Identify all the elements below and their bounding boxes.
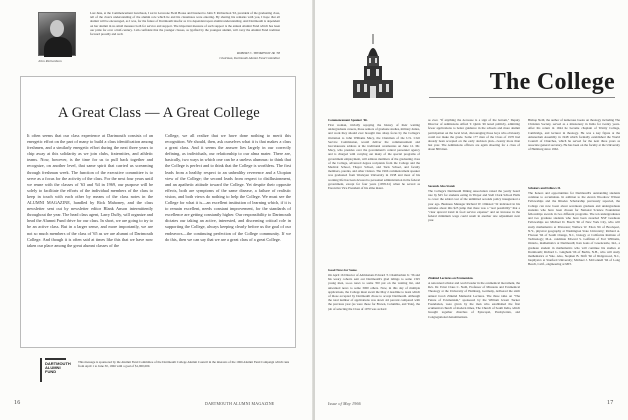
right-column-2: as ever. "If anything the decrease is a sign of the bottom," Deputy Director of Admissions Alfred T. Quirk '49 noted publicly, admitting fewer applications to better guidance in the schools and more alumni participation on the local level, discouraging those boys who obviously could not make the grade. Some 177 men of the Class of 1970 had already been accepted on the early decision plan—twenty more than last year. The Admissions officers are again shooting for a class of about 800 men. [428, 118, 520, 152]
logo-line-3: FUND [45, 368, 57, 374]
portrait-body [44, 37, 72, 57]
right-column-2b: The College's Dartmouth Dining Association raised the yearly board rate by $25 for students eating in Thayer and Stell Clark School Halls to cover the added cost of the unlimited seconds policy inaugurated a year ago. Business Manager Richard W. Olmsted '32 indicated in his remarks about this $25 jump that there was a "real possibility" that a "clear upward trend in food service expense" and an increase in the federal minimum wage could result in another rate adjustment next year. [428, 189, 520, 223]
right-column-1: First woman, trivially repaying the history of their waiting undergraduate careers, those seniors of graduate studies, military duties, and work they should ever brought into sharp focus by the College's invitation to John Williams Macy, the Chairman of the U.S. Civil Service Commission, would deliver the commencement and baccalaureate address at the traditional ceremonies on June 12. Mr. Macy, who presides over the government's central personnel agency and is charged with carrying out many of the special programs of government employment, will address members of the graduating class of the College, advanced degree recipients from the College and the Medical School, Thayer School, and Tuck School, and faculty members, parents, and other visitors. The 1966 commencement speaker was graduated from Wesleyan University in 1938 and most of his working life has been devoted to personnel administration in the federal government, except for four years (1958-61) when he served as Executive Vice President of his alma mater. [328, 123, 420, 191]
scholars-heading: Scholars and Fellows II. [528, 186, 561, 190]
right-column-3b: The honors and opportunities for Dartmouth's outstanding students continue to accumulate. In addition to the eleven Woodrow Wilson Fellowships and the Rhodes Scholarship previously reported, the College can now boast about seventeen graduate and undergraduate students who have been chosen for National Science Foundation fellowships awards in two different programs. The ten undergraduates and two graduate students who have been awarded NSF Graduate Fellowships are Michael D. Bosch '66 of New York City, who will study mathematics at Princeton; Wallace W. Elton '66 of Brockport, N.Y., physical geography at Washington State University; Richard A. Fiveson '66 of South Orange, N.J., biology at California Institute of Technology; M.A. candidate Edward S. Goffman of Fort Williams, Ontario, mathematics at Dartmouth; Ken Gans of Greencastle, Ind., a graduate student in mathematics who will continue his studies at Dartmouth; Richard L. Gingham '66 of Berlin, N.H., who will study mathematics at Yale. Also, Stephen B. Shift '66 of Ridgewood, N.J., biophysics at Stanford University; Michael J. McConnell '66 of Long Beach, Calif., engineering at MIT. [528, 191, 620, 267]
intro-signature: ROBERT C. THOMPSON JR. '38 [237, 51, 280, 55]
right-column-2c: A renowned scholar and world leader in the ecumenical movement, the Rev. Dr. Ernst Claus C. Nolil, Professor of Missions and Ecumenical Theology at the University of Hamburg, Germany, delivered the sixth annual Jacob Zinkind Memorial Lectures. The three talks on "The Future of Ecumenism," sponsored by the William Jewett Tucker Foundation, were given by the man who established the first ecumenical church of modern times, The Church of South India, which brought together churches of Episcopal, Presbyterian, and Congregational denominations. [428, 281, 520, 319]
section-title: The College [489, 69, 615, 95]
right-column-3: Bishop Neill, the author of numerous books on theology including The Christian Society, served as a missionary in India for twenty years. After his return in 1944 he became chaplain of Trinity College, Cambridge, and lecturer in theology. He was a key figure at the Amsterdam Assembly in 1948 which formally established the World Council of Churches, which he served for the next three years as associate general secretary. He has been on the faculty at the University of Hamburg since 1962. [528, 118, 620, 152]
seconds-heading: Seconds Also Stand. [428, 184, 456, 188]
photo-caption: John Richardson [38, 59, 62, 63]
logo-line-2: ALUMNI [45, 364, 61, 370]
right-column-1b: On April 16 Director of Admissions Edward T. Chamberlain Jr. '36 and his weary cohorts sent out Dartmouth's glad tidings to some 1325 young men, so-so news to some 350 put on the waiting list, and unwanted news to some 3000 others. Now, in this day of multiple applications, the College must await the May 2 deadline to learn which of those accepted by Dartmouth chose to accept Dartmouth. Although the total number of applications was down 4.6 percent compared with the previous year (as were those for Brown, Columbia, and Yale), the job of selecting the Class of 1970 was as hard [328, 273, 420, 311]
page-number-right: 17 [607, 400, 614, 406]
zinkind-heading: Zinkind Lectures on Ecumenism. [428, 276, 474, 280]
intro-letter: Last June, at the Commencement Luncheon, I sat in Leverone Field House and listened to John F. Richardson '63, president of the graduating class, tell of the class's understanding of the alumni role which he and his classmates were entering. By sharing his remarks with you, I hope that all alumni will be encouraged, as I was, for the future of Dartmouth insofar as it is dependent upon alumni understanding. And Dartmouth is dependent on her alumni in no small measure both for service and support. The important measure of such support is the annual Alumni Fund which has been our pride for over a half-century. I am confident that the younger classes, as typified by the youngest alumni, will carry the Alumni Fund tradition forward proudly and well. [90, 11, 280, 37]
portrait-photo [38, 12, 76, 56]
fund-sponsor-note: This message is sponsored by the Alumni Fund Committee of the Dartmouth College Alumni Council in the interests of the 1966 Alumni Fund Campaign which runs from April 1 to June 30, 1966 with a goal of $1,900,000. [78, 360, 290, 369]
title-rule [429, 97, 615, 98]
article-headline: A Great Class — A Great College [58, 105, 260, 121]
logo-bar [45, 358, 66, 360]
issue-date: Issue of May 1966 [328, 401, 361, 406]
logo-line-1: DARTMOUTH [45, 360, 71, 366]
page-number-left: 16 [14, 400, 21, 406]
portrait-face [50, 20, 64, 37]
admissions-heading: Good News for Some. [328, 268, 358, 272]
right-page [315, 0, 628, 420]
intro-signature-title: Chairman, Dartmouth Alumni Fund Committee [219, 56, 280, 60]
magazine-name: DARTMOUTH ALUMNI MAGAZINE [205, 401, 275, 406]
left-page [0, 0, 313, 420]
commencement-heading: Commencement Speaker '66. [328, 118, 368, 122]
article-column-1: It often seems that our class experience at Dartmouth consists of an energetic effort on the part of many to build a class identification among freshmen, and a similarly energetic effort during the next three years to chip away at this solidarity as we join clubs, fraternities, and athletic teams. Now, however, is the time for us to pull back together and recognize, on another level, that same spirit that carried us screaming through freshman week. The function of the executive committee is to serve as a focus for the activity of the class. For the next four years until we reune with the classes of '63 and '64 in 1969, our purpose will be solely to facilitate the efforts of the individual members of the class to keep in touch with each other by means of the class notes in the ALUMNI MAGAZINE, handled by Rick Mahoney, and the class newsletter sent out by newsletter editor Blank Anson intermittently throughout the year. The head class agent, Larry Duffy, will organize and head the Alumni Fund drive for our class. In short, we are going to try to be an active class. But in a larger sense, and more importantly, we are not so much members of the class of '65 as we are alumni of Dartmouth College. And though it is often said at times like this that we have now taken our place among the great alumni classes of the [27, 133, 153, 248]
article-box [20, 76, 296, 348]
article-column-2: College, we all realize that we have done nothing to merit this recognition. We should, then, ask ourselves what it is that makes a class a great class. And it seems the answer lies largely in our correctly defining, as individuals, our relationship to our alma mater. There are, basically, two ways in which one can be a useless alumnus: to think that the College is perfect and to think that the College is worthless. The first leads from a healthy respect to an unhealthy reverence and a Utopian view of the College; the second leads from respect to disillusionment, and an apathetic attitude toward the College. Yet despite their opposite effects, both are symptoms of the same disease, a failure of realistic vision, and both views do nothing to help the College. We must see the College for what it is—an excellent institution of learning which, if it is to remain excellent, needs constant improvement, for the standards of excellence are getting constantly higher. Our responsibility to Dartmouth dictates our taking an active, interested, and discerning critical role in supporting the College, always keeping clearly before us the goal of our endeavors—the continuing perfection of the College community. If we do this, then we can say that we are a great class of a great College. [165, 133, 291, 242]
alumni-fund-logo [40, 358, 71, 382]
